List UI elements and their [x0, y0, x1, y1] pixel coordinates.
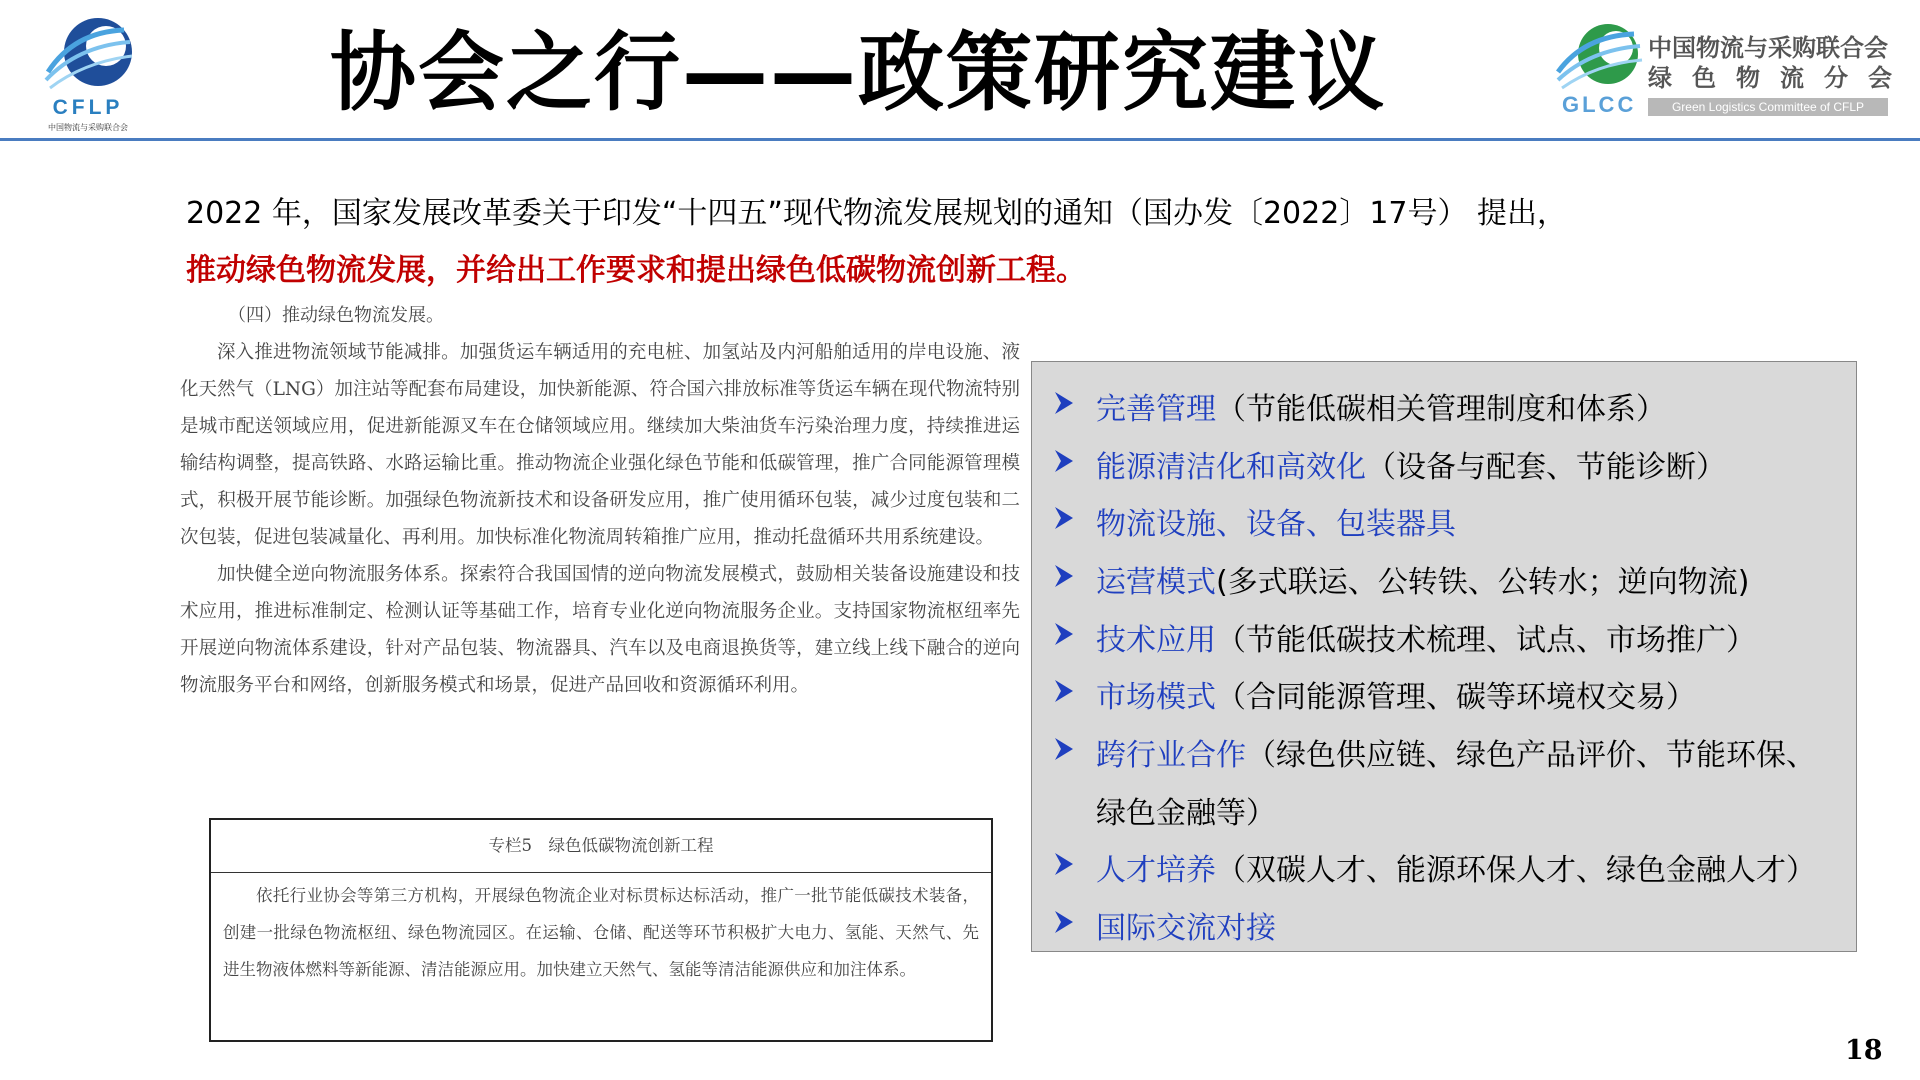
- item-detail: （设备与配套、节能诊断）: [1366, 450, 1726, 485]
- item-detail: （节能低碳相关管理制度和体系）: [1216, 392, 1666, 427]
- cflp-globe-icon: [44, 12, 136, 98]
- arrow-bullet-icon: [1052, 734, 1076, 764]
- item-detail: （双碳人才、能源环保人才、绿色金融人才）: [1216, 853, 1816, 888]
- intro-emphasis: 推动绿色物流发展，并给出工作要求和提出绿色低碳物流创新工程。: [186, 253, 1086, 288]
- arrow-bullet-icon: [1052, 849, 1076, 879]
- arrow-bullet-icon: [1052, 907, 1076, 937]
- cflp-logo: [38, 12, 138, 130]
- excerpt-heading: （四）推动绿色物流发展。: [228, 305, 444, 326]
- arrow-bullet-icon: [1052, 503, 1076, 533]
- item-keyword: 物流设施、设备、包装器具: [1096, 507, 1456, 542]
- column-box-body: 依托行业协会等第三方机构，开展绿色物流企业对标贯标达标活动，推广一批节能低碳技术装备，创建一批绿色物流枢纽、绿色物流园区。在运输、仓储、配送等环节积极扩大电力、氢能、天然气、先进生物液体燃料等新能源、清洁能源应用。加快建立天然气、氢能等清洁能源供应和加注体系。: [223, 886, 979, 979]
- page-title: 协会之行——政策研究建议: [330, 23, 1386, 123]
- policy-excerpt: [180, 298, 1020, 704]
- item-detail: （绿色供应链、绿色产品评价、节能环保、: [1246, 738, 1816, 773]
- header-divider: [0, 138, 1920, 141]
- item-keyword: 运营模式: [1096, 565, 1216, 600]
- excerpt-paragraph: 加快健全逆向物流服务体系。探索符合我国国情的逆向物流发展模式，鼓励相关装备设施建设和技术应用，推进标准制定、检测认证等基础工作，培育专业化逆向物流服务企业。支持国家物流枢纽率先开展逆向物流体系建设，针对产品包装、物流器具、汽车以及电商退换货等，建立线上线下融合的逆向物流服务平台和网络，创新服务模式和场景，促进产品回收和资源循环利用。: [180, 564, 1020, 696]
- excerpt-paragraph: 深入推进物流领域节能减排。加强货运车辆适用的充电桩、加氢站及内河船舶适用的岸电设施、液化天然气（LNG）加注站等配套布局建设，加快新能源、符合国六排放标准等货运车辆在现代物流特别是城市配送领域应用，促进新能源叉车在仓储领域应用。继续加大柴油货车污染治理力度，持续推进运输结构调整，提高铁路、水路运输比重。推动物流企业强化绿色节能和低碳管理，推广合同能源管理模式，积极开展节能诊断。加强绿色物流新技术和设备研发应用，推广使用循环包装，减少过度包装和二次包装，促进包装减量化、再利用。加快标准化物流周转箱推广应用，推动托盘循环共用系统建设。: [180, 342, 1020, 548]
- item-keyword: 技术应用: [1096, 623, 1216, 658]
- item-keyword: 完善管理: [1096, 392, 1216, 427]
- glcc-logo: [1550, 18, 1912, 123]
- item-keyword: 跨行业合作: [1096, 738, 1246, 773]
- glcc-org-line1: 中国物流与采购联合会: [1648, 34, 1888, 62]
- item-detail-continuation: 绿色金融等）: [1096, 796, 1276, 831]
- glcc-org-line2: 绿色物流分会: [1648, 64, 1912, 92]
- glcc-english-name: Green Logistics Committee of CFLP: [1648, 98, 1888, 116]
- item-keyword: 国际交流对接: [1096, 911, 1276, 946]
- arrow-bullet-icon: [1052, 446, 1076, 476]
- arrow-bullet-icon: [1052, 676, 1076, 706]
- column-box: [209, 818, 993, 1042]
- item-keyword: 市场模式: [1096, 680, 1216, 715]
- item-detail: （节能低碳技术梳理、试点、市场推广）: [1216, 623, 1756, 658]
- cflp-org-name: 中国物流与采购联合会: [48, 123, 128, 132]
- item-detail: (多式联运、公转铁、公转水；逆向物流): [1216, 565, 1750, 600]
- cflp-abbr: CFLP: [52, 96, 124, 119]
- item-detail: （合同能源管理、碳等环境权交易）: [1216, 680, 1696, 715]
- arrow-bullet-icon: [1052, 619, 1076, 649]
- page-number: 18: [1845, 1035, 1883, 1066]
- arrow-bullet-icon: [1052, 561, 1076, 591]
- intro-line: 2022 年，国家发展改革委关于印发“十四五”现代物流发展规划的通知（国办发〔2022〕17号） 提出，: [186, 196, 1568, 231]
- arrow-bullet-icon: [1052, 388, 1076, 418]
- key-points-panel: [1031, 361, 1857, 952]
- glcc-globe-icon: [1556, 20, 1644, 92]
- item-keyword: 能源清洁化和高效化: [1096, 450, 1366, 485]
- glcc-abbr: GLCC: [1562, 92, 1637, 117]
- column-box-title: 专栏5 绿色低碳物流创新工程: [211, 820, 991, 873]
- item-keyword: 人才培养: [1096, 853, 1216, 888]
